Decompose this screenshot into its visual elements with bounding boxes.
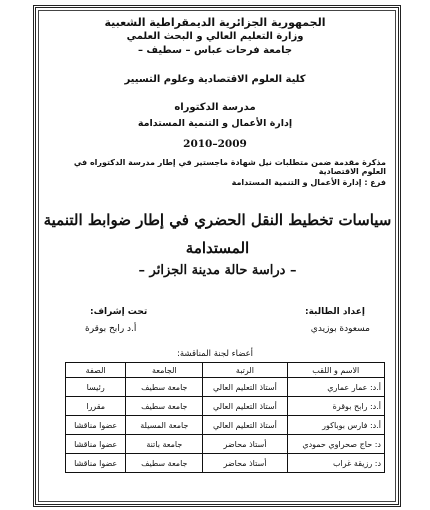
jury-rank: أستاذ التعليم العالي (203, 397, 287, 416)
thesis-branch: فرع : إدارة الأعمال و التنمية المستدامة (231, 178, 386, 187)
supervisor-name: أ.د رابح بوقرة (85, 324, 137, 334)
thesis-subtitle: – دراسة حالة مدينة الجزائر – (138, 263, 297, 278)
jury-university: جامعة سطيف (126, 378, 203, 397)
jury-rank: أستاذ التعليم العالي (203, 416, 287, 435)
jury-header-role: الصفة (66, 363, 126, 378)
thesis-title-line2: المستدامة (185, 239, 250, 257)
jury-role: عضوا مناقشا (66, 454, 126, 473)
jury-header-rank: الرتبة (203, 363, 287, 378)
header-faculty: كلية العلوم الاقتصادية وعلوم التسيير (124, 74, 306, 85)
header-ministry: وزارة التعليم العالي و البحث العلمي (126, 31, 304, 42)
jury-header-row (66, 363, 385, 378)
jury-role: عضوا مناقشا (66, 416, 126, 435)
table-row (66, 397, 385, 416)
jury-header-university: الجامعة (126, 363, 203, 378)
thesis-title-line1: سياسات تخطيط النقل الحضري في إطار ضوابط التنمية (43, 211, 392, 229)
thesis-description: مذكرة مقدمة ضمن متطلبات نيل شهادة ماجستير في إطار مدرسة الدكتوراه في العلوم الاقتصادية (73, 158, 386, 176)
table-row (66, 435, 385, 454)
jury-header-name: الاسم و اللقب (287, 363, 384, 378)
jury-table (65, 362, 385, 473)
table-row (66, 378, 385, 397)
header-doctoral-school: مدرسة الدكتوراه (174, 102, 256, 113)
jury-name: د: حاج صحراوي حمودي (287, 435, 384, 454)
table-row (66, 454, 385, 473)
jury-role: رئيسا (66, 378, 126, 397)
student-name: مسعودة بوزيدي (310, 324, 370, 334)
header-republic: الجمهورية الجزائرية الديمقراطية الشعبية (104, 16, 326, 29)
table-row (66, 416, 385, 435)
prepared-by-label: إعداد الطالبة: (305, 307, 365, 317)
jury-name: أ.د: عمار عماري (287, 378, 384, 397)
jury-rank: أستاذ التعليم العالي (203, 378, 287, 397)
jury-name: د: رزيقة غراب (287, 454, 384, 473)
academic-year: 2010–2009 (183, 138, 247, 150)
header-university: جامعة فرحات عباس – سطيف – (137, 45, 293, 56)
jury-name: أ.د: فارس بوباكور (287, 416, 384, 435)
committee-title: أعضاء لجنة المناقشة: (176, 349, 254, 359)
supervisor-label: تحت إشراف: (90, 307, 148, 317)
jury-university: جامعة باتنة (126, 435, 203, 454)
header-specialty: إدارة الأعمال و التنمية المستدامة (137, 118, 293, 129)
jury-role: عضوا مناقشا (66, 435, 126, 454)
jury-university: جامعة سطيف (126, 397, 203, 416)
jury-university: جامعة المسيلة (126, 416, 203, 435)
jury-university: جامعة سطيف (126, 454, 203, 473)
jury-rank: أستاذ محاضر (203, 435, 287, 454)
jury-role: مقررا (66, 397, 126, 416)
jury-rank: أستاذ محاضر (203, 454, 287, 473)
jury-name: أ.د: رابح بوقرة (287, 397, 384, 416)
